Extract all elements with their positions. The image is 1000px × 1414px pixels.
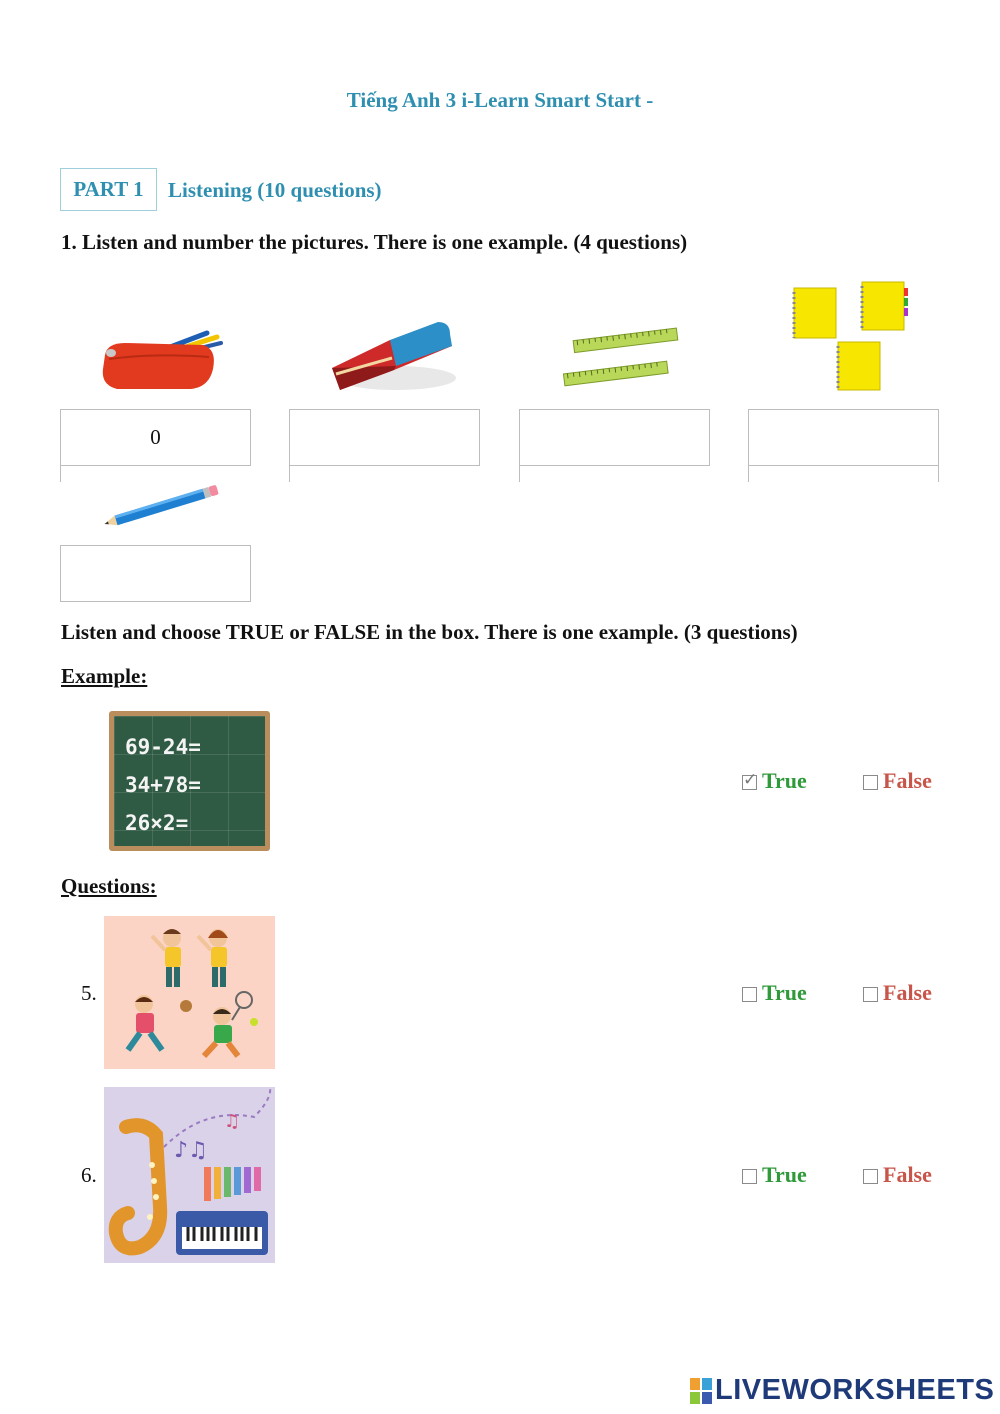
answer-box-2[interactable] xyxy=(289,409,480,466)
q6-false-label: False xyxy=(883,1162,932,1187)
example-false-option xyxy=(863,768,932,794)
logo-text: LIVEWORKSHEETS xyxy=(715,1374,995,1406)
q5-false-option[interactable] xyxy=(863,980,932,1006)
q5-false-label: False xyxy=(883,980,932,1005)
example-label: Example: xyxy=(61,664,148,688)
svg-text:♪♫: ♪♫ xyxy=(174,1138,208,1163)
questions-label: Questions: xyxy=(61,874,157,898)
svg-text:♫: ♫ xyxy=(224,1111,241,1132)
answer-box-1: 0 xyxy=(60,409,251,466)
q5-true-checkbox[interactable] xyxy=(742,987,757,1002)
example-false-checkbox xyxy=(863,775,878,790)
pencil-case-icon xyxy=(95,325,225,393)
kids-sports-icon xyxy=(104,916,275,1069)
exercise1-heading: 1. Listen and number the pictures. There is one example. (4 questions) xyxy=(61,230,688,254)
q6-true-label: True xyxy=(762,1162,807,1187)
board-line-1: 69-24= xyxy=(125,735,201,759)
example-true-option xyxy=(742,768,807,794)
liveworksheets-logo-icon xyxy=(690,1378,712,1404)
q6-true-checkbox[interactable] xyxy=(742,1169,757,1184)
answer-box-5[interactable] xyxy=(60,545,251,602)
answer-box-3[interactable] xyxy=(519,409,710,466)
q6-true-option[interactable] xyxy=(742,1162,807,1188)
music-instruments-icon xyxy=(104,1087,275,1263)
liveworksheets-logo xyxy=(690,1374,994,1407)
answer-box-4[interactable] xyxy=(748,409,939,466)
chalkboard-math-icon xyxy=(109,711,270,851)
part-label: PART 1 xyxy=(60,168,157,211)
eraser-icon xyxy=(326,318,458,398)
q6-false-checkbox[interactable] xyxy=(863,1169,878,1184)
q5-false-checkbox[interactable] xyxy=(863,987,878,1002)
example-true-checkbox xyxy=(742,775,757,790)
example-true-label: True xyxy=(762,768,807,793)
example-false-label: False xyxy=(883,768,932,793)
page-title: Tiếng Anh 3 i-Learn Smart Start - xyxy=(346,88,654,112)
part-title: Listening (10 questions) xyxy=(168,178,382,202)
rulers-icon xyxy=(560,325,686,391)
exercise2-heading: Listen and choose TRUE or FALSE in the box. There is one example. (3 questions) xyxy=(61,620,798,644)
q5-true-option[interactable] xyxy=(742,980,807,1006)
notebooks-icon xyxy=(788,280,912,394)
pencil-icon xyxy=(100,484,222,530)
board-line-2: 34+78= xyxy=(125,773,201,797)
question-number: 5. xyxy=(81,981,97,1005)
q6-false-option[interactable] xyxy=(863,1162,932,1188)
question-number: 6. xyxy=(81,1163,97,1187)
q5-true-label: True xyxy=(762,980,807,1005)
board-line-3: 26×2= xyxy=(125,811,189,835)
